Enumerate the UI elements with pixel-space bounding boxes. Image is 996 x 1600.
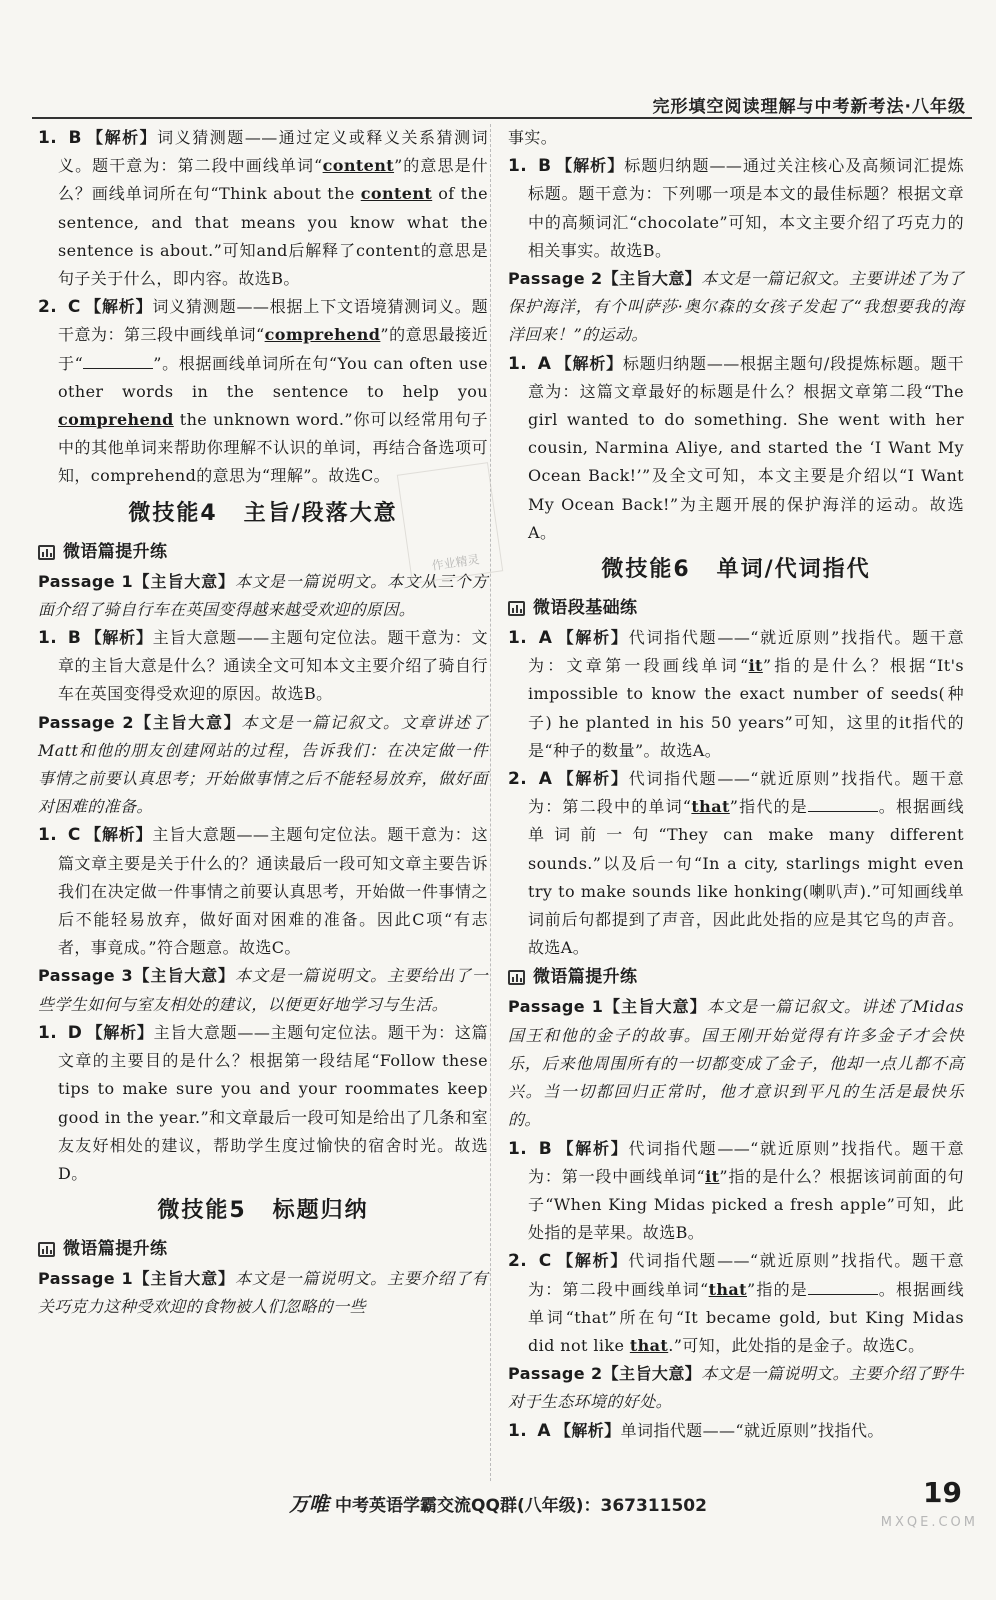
page-footer: 万唯 中考英语学霸交流QQ群(八年级)：367311502 — [289, 1492, 707, 1516]
passage-1-summary-right: Passage 1【主旨大意】本文是一篇记叙文。讲述了Midas国王和他的金子的故事。国王刚开始觉得有许多金子才会快乐，后来他周围所有的一切都变成了金子，他却一点儿都不高兴。当一切都回归正常时，他才意识到平凡的生活是最快乐的。 — [508, 997, 965, 1130]
passage-2-summary-right: Passage 2【主旨大意】本文是一篇记叙文。主要讲述了为了保护海洋，有个叫萨莎·奥尔森的女孩子发起了“我想要我的海洋回来！”的运动。 — [508, 269, 965, 345]
continuation-text: 事实。 — [508, 128, 558, 147]
answer-blank — [808, 797, 878, 812]
page-header: 完形填空阅读理解与中考新考法·八年级 — [652, 97, 966, 117]
subsection-skill-5: 微语篇提升练 — [38, 1234, 488, 1265]
subsection-skill-6-basic: 微语段基础练 — [508, 593, 964, 624]
bar-chart-icon — [38, 1242, 55, 1257]
passage-1-answer-2-right: 2. C 【解析】代词指代题——“就近原则”找指代。题干意为：第二段中画线单词“that”指的是 。根据画线单词“that”所在句“It became gold, but King Midas did not like that.”可知，此处指的是金子。故选C。 — [508, 1251, 964, 1355]
bar-chart-icon — [508, 970, 525, 985]
passage-2-summary-right-b: Passage 2【主旨大意】本文是一篇说明文。主要介绍了野牛对于生态环境的好处。 — [508, 1364, 965, 1412]
last-answer: 1. A 【解析】单词指代题——“就近原则”找指代。 — [508, 1420, 884, 1441]
section-title-skill-5: 微技能5 标题归纳 — [157, 1198, 369, 1224]
page-number: 19 — [923, 1476, 962, 1509]
answer-right-q1: 1. B 【解析】标题归纳题——通过关注核心及高频词汇提炼标题。题干意为：下列哪一项是本文的最佳标题？根据文章中的高频词汇“chocolate”可知，本文主要介绍了巧克力的相关事实。故选B。 — [508, 156, 964, 260]
header-rule — [32, 117, 972, 119]
subsection-skill-4: 微语篇提升练 — [38, 537, 488, 568]
brand-logo: 万唯 — [289, 1492, 330, 1516]
passage-3-summary: Passage 3【主旨大意】本文是一篇说明文。主要给出了一些学生如何与室友相处的建议，以便更好地学习与生活。 — [38, 966, 488, 1014]
passage-1-answer-1-right: 1. B 【解析】代词指代题——“就近原则”找指代。题干意为：第一段中画线单词“it”指的是什么？根据该词前面的句子“When King Midas picked a fresh apple”可知，此处指的是苹果。故选B。 — [508, 1138, 964, 1243]
left-column — [38, 124, 488, 1322]
column-divider — [490, 124, 491, 1481]
bar-chart-icon — [508, 601, 525, 616]
passage-3-answer: 1. D 【解析】主旨大意题——主题句定位法。题干为：这篇文章的主要目的是什么？根据第一段结尾“Follow these tips to make sure you and your roommates keep good in the year.”和文章最后一段可知是给出了几条和室友友好相处的建议，帮助学生度过愉快的宿舍时光。故选D。 — [38, 1022, 488, 1183]
passage-2-answer: 1. C 【解析】主旨大意题——主题句定位法。题干意为：这篇文章主要是关于什么的？通读最后一段可知文章主要告诉我们在决定做一件事情之前要认真思考，开始做一件事情之后不能轻易放弃，做好面对困难的准备。因此C项“有志者，事竟成。”符合题意。故选C。 — [38, 825, 488, 958]
section-title-skill-6: 微技能6 单词/代词指代 — [601, 557, 871, 583]
basic-answer-1: 1. A 【解析】代词指代题——“就近原则”找指代。题干意为：文章第一段画线单词“it”指的是什么？根据“It's impossible to know the exact number of seeds(种子) he planted in his 50 years”可知，这里的it指代的是“种子的数量”。故选A。 — [508, 628, 964, 760]
stamp-watermark: 作业精灵 — [397, 462, 503, 584]
passage-1-answer: 1. B 【解析】主旨大意题——主题句定位法。题干意为：文章的主旨大意是什么？通读全文可知本文主要介绍了骑自行车在英国变得受欢迎的原因。故选B。 — [38, 628, 488, 704]
bar-chart-icon — [38, 545, 55, 560]
section-title-skill-4: 微技能4 主旨/段落大意 — [128, 500, 398, 526]
passage-1-summary: Passage 1【主旨大意】本文是一篇说明文。本文从三个方面介绍了骑自行车在英国变得越来越受欢迎的原因。 — [38, 571, 488, 619]
passage-2-answer-right: 1. A 【解析】标题归纳题——根据主题句/段提炼标题。题干意为：这篇文章最好的标题是什么？根据文章第二段“The girl wanted to do something. She went with her cousin, Narmina Aliye, and started the ‘I Want My Ocean Back!’”及全文可知，本文主要是介绍以“I Want My Ocean Back!”为主题开展的保护海洋的运动。故选A。 — [508, 353, 964, 542]
passage-2-summary: Passage 2【主旨大意】本文是一篇记叙文。文章讲述了Matt和他的朋友创建网站的过程，告诉我们：在决定做一件事情之前要认真思考；开始做事情之后不能轻易放弃，做好面对困难的准备。 — [38, 712, 488, 817]
right-column — [508, 124, 964, 1445]
answer-blank — [83, 354, 153, 369]
corner-watermark: MXQE.COM — [880, 1515, 978, 1530]
passage-5-summary: Passage 1【主旨大意】本文是一篇说明文。主要介绍了有关巧克力这种受欢迎的食物被人们忽略的一些 — [38, 1269, 488, 1317]
answer-left-q2: 2. C 【解析】词义猜测题——根据上下文语境猜测词义。题干意为：第三段中画线单词“comprehend”的意思最接近于“ ”。根据画线单词所在句“You can often use other words in the sentence to help you comprehend the unknown word.”你可以经常用句子中的其他单词来帮助你理解不认识的单词，再结合备选项可知，comprehend的意思为“理解”。故选C。 — [38, 297, 489, 486]
answer-left-q1: 1. B 【解析】词义猜测题——通过定义或释义关系猜测词义。题干意为：第二段中画线单词“content”的意思是什么？画线单词所在句“Think about the content of the sentence, and that means you know what the sentence is about.”可知and后解释了content的意思是句子关于什么，即内容。故选B。 — [38, 128, 489, 289]
subsection-skill-6-passage: 微语篇提升练 — [508, 962, 964, 993]
basic-answer-2: 2. A 【解析】代词指代题——“就近原则”找指代。题干意为：第二段中的单词“that”指代的是 。根据画线单词前一句“They can make many different sounds.”以及后一句“In a city, starlings might even try to make sounds like honking(喇叭声).”可知画线单词前后句都提到了声音，因此此处指的应是其它鸟的声音。故选A。 — [508, 769, 964, 958]
answer-blank — [808, 1280, 878, 1295]
